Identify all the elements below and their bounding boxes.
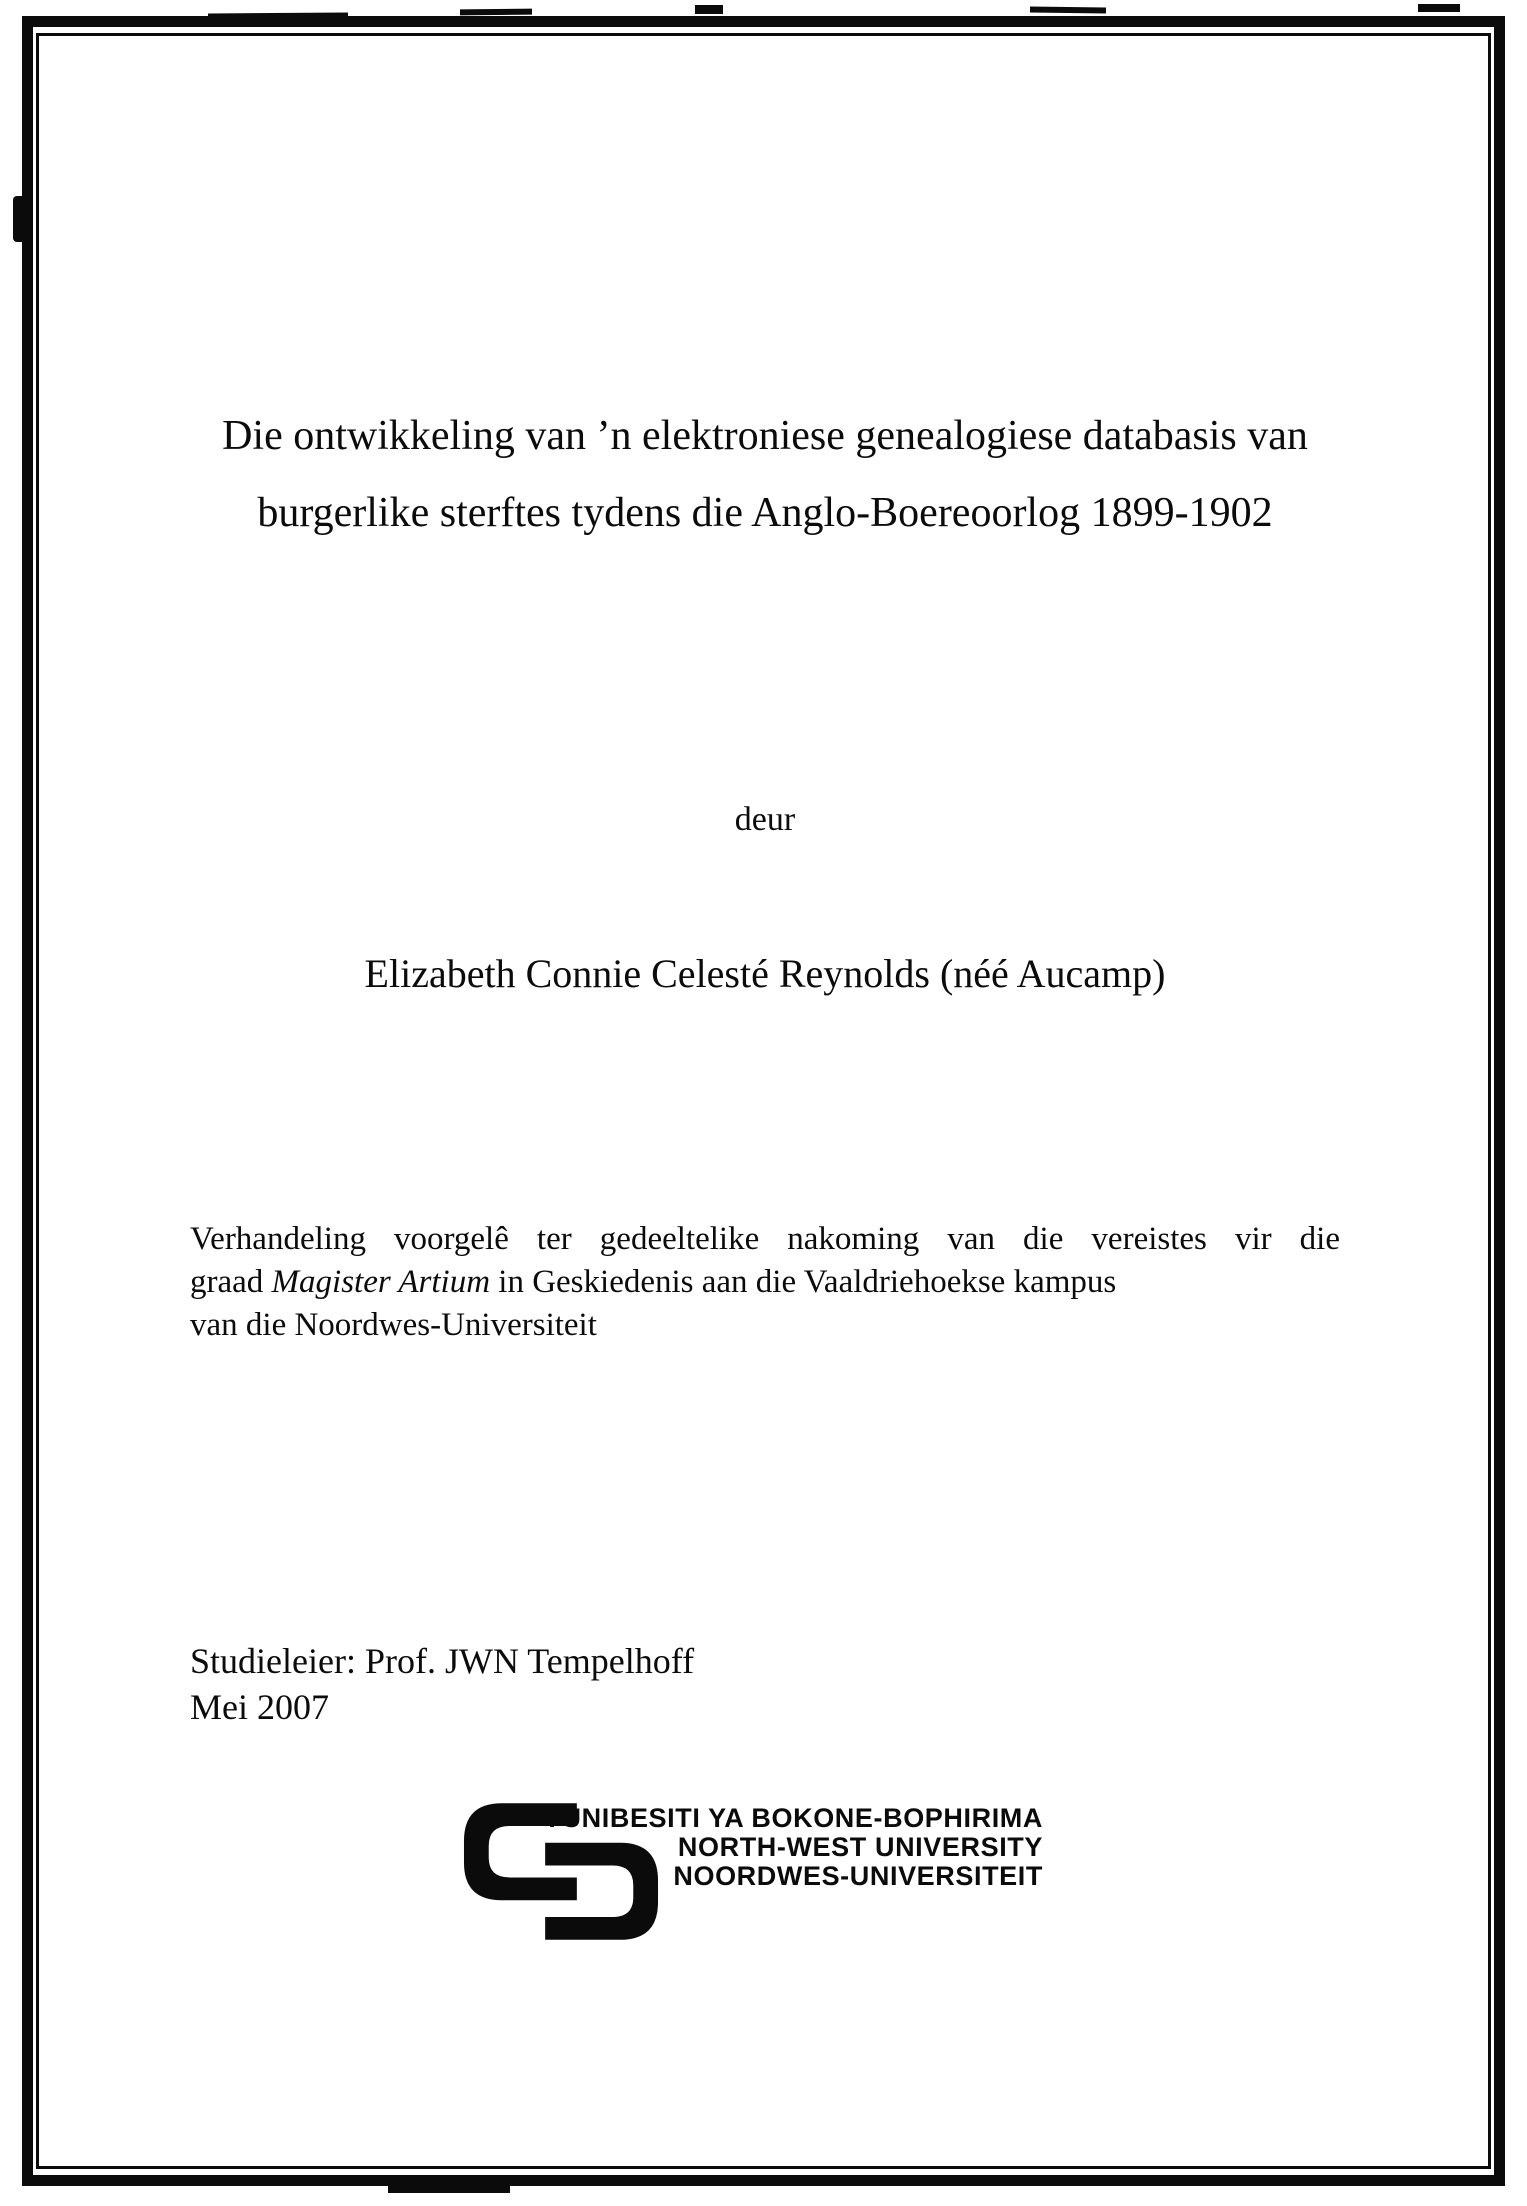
- thesis-title-line2: burgerlike sterftes tydens die Anglo-Boereoorlog 1899-1902: [257, 490, 1273, 536]
- university-name-setswana: YUNIBESITI YA BOKONE-BOPHIRIMA: [542, 1803, 1043, 1833]
- thesis-title-line1: Die ontwikkeling van ’n elektroniese genealogiese databasis van: [222, 413, 1308, 459]
- degree-name: Magister Artium: [271, 1264, 491, 1300]
- submission-line2-post: in Geskiedenis aan die Vaaldriehoekse kampus: [490, 1264, 1117, 1300]
- submission-line1: Verhandeling voorgelê ter gedeeltelike nakoming van die vereistes vir die: [190, 1221, 1340, 1257]
- scan-artifact: [388, 2186, 510, 2193]
- scan-artifact: [460, 9, 532, 16]
- byline: deur: [734, 801, 796, 838]
- university-name-english: NORTH-WEST UNIVERSITY: [677, 1832, 1043, 1862]
- supervisor-line: Studieleier: Prof. JWN Tempelhoff: [190, 1641, 695, 1681]
- scan-artifact: [695, 5, 723, 14]
- supervisor-info: [190, 1638, 1340, 1730]
- submission-line2: [190, 1261, 1340, 1304]
- scan-artifact: [1418, 4, 1460, 12]
- author-name: Elizabeth Connie Celesté Reynolds (néé Aucamp): [364, 951, 1166, 996]
- university-name-afrikaans: NOORDWES-UNIVERSITEIT: [673, 1861, 1043, 1891]
- submission-line2-pre: graad: [190, 1264, 272, 1300]
- thesis-title: [190, 398, 1340, 552]
- submission-line3: van die Noordwes-Universiteit: [190, 1307, 597, 1343]
- date-line: Mei 2007: [190, 1687, 329, 1727]
- scan-artifact: [13, 196, 30, 242]
- scan-artifact: [208, 13, 348, 21]
- university-name-block: [543, 1804, 1043, 1891]
- submission-statement: [190, 1218, 1340, 1347]
- scan-artifact: [1030, 6, 1106, 13]
